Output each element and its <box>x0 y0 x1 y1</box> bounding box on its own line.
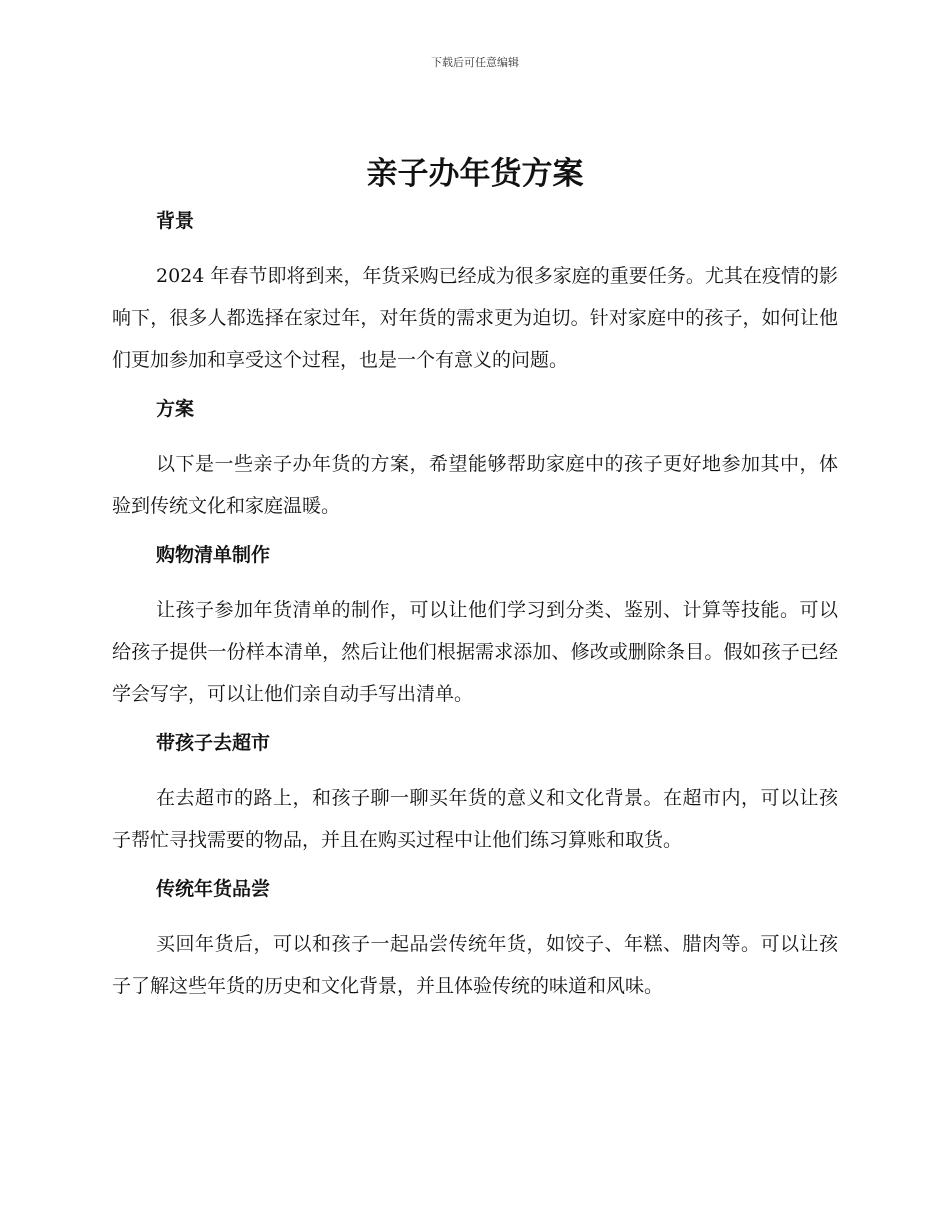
section-paragraph: 以下是一些亲子办年货的方案，希望能够帮助家庭中的孩子更好地参加其中，体验到传统文化和家庭温暖。 <box>112 453 838 517</box>
section-heading: 购物清单制作 <box>156 544 271 566</box>
section-paragraph: 买回年货后，可以和孩子一起品尝传统年货，如饺子、年糕、腊肉等。可以让孩子了解这些年货的历史和文化背景，并且体验传统的味道和风味。 <box>112 933 838 997</box>
section-heading: 传统年货品尝 <box>156 878 271 900</box>
section-background <box>112 205 838 381</box>
section-plan <box>112 393 838 527</box>
section-heading: 背景 <box>156 210 195 232</box>
section-paragraph: 让孩子参加年货清单的制作，可以让他们学习到分类、鉴别、计算等技能。可以给孩子提供一份样本清单，然后让他们根据需求添加、修改或删除条目。假如孩子已经学会写字，可以让他们亲自动手写出清单。 <box>112 599 838 705</box>
section-shopping-list <box>112 539 838 715</box>
section-heading: 方案 <box>156 398 195 420</box>
document-title: 亲子办年货方案 <box>366 156 584 192</box>
section-supermarket <box>112 727 838 861</box>
section-heading: 带孩子去超市 <box>156 732 271 754</box>
section-paragraph: 在去超市的路上，和孩子聊一聊买年货的意义和文化背景。在超市内，可以让孩子帮忙寻找需要的物品，并且在购买过程中让他们练习算账和取货。 <box>112 787 838 851</box>
section-tasting <box>112 873 838 1007</box>
header-note: 下载后可任意编辑 <box>431 56 519 69</box>
section-paragraph: 2024 年春节即将到来，年货采购已经成为很多家庭的重要任务。尤其在疫情的影响下，很多人都选择在家过年，对年货的需求更为迫切。针对家庭中的孩子，如何让他们更加参加和享受这个过程，也是一个有意义的问题。 <box>112 265 838 371</box>
document-body <box>112 205 838 1019</box>
